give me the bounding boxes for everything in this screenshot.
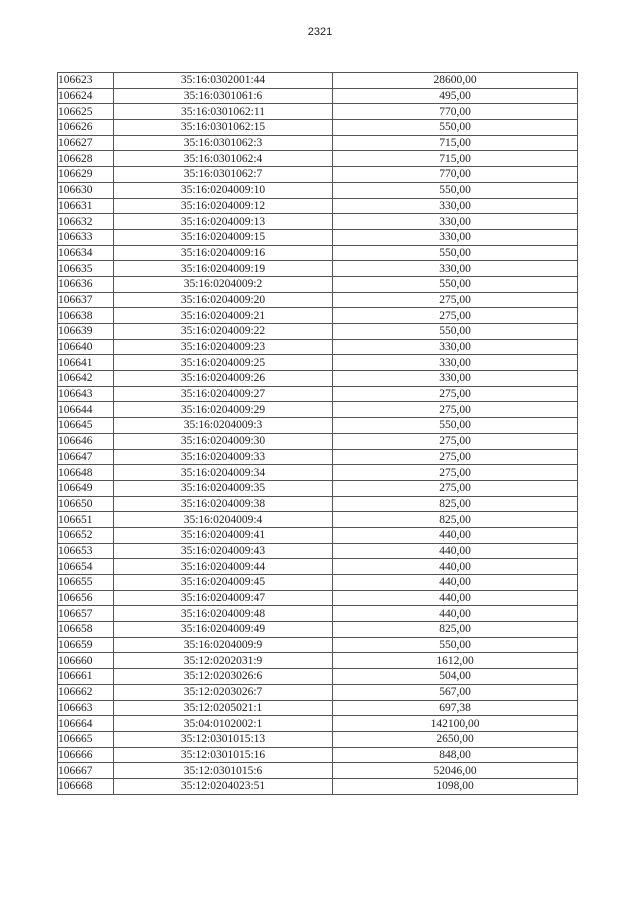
row-id-cell: 106651 [58,512,114,528]
table-row [58,135,578,151]
row-id-cell: 106633 [58,229,114,245]
cadastral-number-cell: 35:16:0301062:3 [114,135,333,151]
table-row [58,700,578,716]
table-row [58,669,578,685]
row-id-cell: 106657 [58,606,114,622]
cadastral-number-cell: 35:04:0102002:1 [114,716,333,732]
row-id-cell: 106660 [58,653,114,669]
table-row [58,527,578,543]
table-row [58,465,578,481]
row-id-cell: 106658 [58,622,114,638]
cadastral-number-cell: 35:16:0204009:9 [114,637,333,653]
page-number: 2321 [307,26,333,38]
row-id-cell: 106659 [58,637,114,653]
value-cell: 2650,00 [333,731,578,747]
row-id-cell: 106626 [58,120,114,136]
cadastral-number-cell: 35:16:0204009:48 [114,606,333,622]
row-id-cell: 106646 [58,433,114,449]
row-id-cell: 106666 [58,747,114,763]
cadastral-number-cell: 35:16:0204009:16 [114,245,333,261]
cadastral-number-cell: 35:16:0204009:12 [114,198,333,214]
table-row [58,229,578,245]
table-row [58,716,578,732]
table-row [58,339,578,355]
cadastral-number-cell: 35:16:0204009:15 [114,229,333,245]
table-row [58,543,578,559]
value-cell: 495,00 [333,88,578,104]
table-row [58,731,578,747]
cadastral-number-cell: 35:12:0203026:7 [114,684,333,700]
cadastral-number-cell: 35:16:0204009:30 [114,433,333,449]
value-cell: 330,00 [333,214,578,230]
cadastral-number-cell: 35:16:0204009:23 [114,339,333,355]
cadastral-number-cell: 35:16:0204009:25 [114,355,333,371]
table-row [58,449,578,465]
row-id-cell: 106639 [58,324,114,340]
cadastral-number-cell: 35:12:0301015:6 [114,763,333,779]
table-row [58,151,578,167]
cadastral-number-cell: 35:16:0204009:45 [114,575,333,591]
cadastral-number-cell: 35:16:0204009:49 [114,622,333,638]
table-row [58,198,578,214]
table-row [58,120,578,136]
cadastral-number-cell: 35:12:0204023:51 [114,778,333,794]
cadastral-number-cell: 35:16:0204009:21 [114,308,333,324]
cadastral-number-cell: 35:16:0204009:33 [114,449,333,465]
row-id-cell: 106630 [58,182,114,198]
value-cell: 275,00 [333,433,578,449]
value-cell: 550,00 [333,324,578,340]
row-id-cell: 106653 [58,543,114,559]
cadastral-number-cell: 35:12:0205021:1 [114,700,333,716]
value-cell: 504,00 [333,669,578,685]
cadastral-number-cell: 35:16:0204009:43 [114,543,333,559]
table-row [58,747,578,763]
cadastral-number-cell: 35:12:0301015:16 [114,747,333,763]
row-id-cell: 106650 [58,496,114,512]
row-id-cell: 106627 [58,135,114,151]
value-cell: 550,00 [333,120,578,136]
value-cell: 275,00 [333,449,578,465]
table-row [58,214,578,230]
table-row [58,371,578,387]
cadastral-number-cell: 35:16:0204009:44 [114,559,333,575]
table-row [58,245,578,261]
table-row [58,575,578,591]
value-cell: 825,00 [333,512,578,528]
cadastral-number-cell: 35:16:0301062:15 [114,120,333,136]
value-cell: 697,38 [333,700,578,716]
row-id-cell: 106645 [58,418,114,434]
cadastral-number-cell: 35:16:0204009:19 [114,261,333,277]
row-id-cell: 106648 [58,465,114,481]
table-row [58,276,578,292]
cadastral-number-cell: 35:16:0204009:26 [114,371,333,387]
table-body [58,73,578,795]
row-id-cell: 106665 [58,731,114,747]
value-cell: 275,00 [333,308,578,324]
value-cell: 770,00 [333,167,578,183]
table-row [58,512,578,528]
table-row [58,480,578,496]
value-cell: 770,00 [333,104,578,120]
row-id-cell: 106634 [58,245,114,261]
cadastral-number-cell: 35:16:0204009:2 [114,276,333,292]
row-id-cell: 106628 [58,151,114,167]
table-row [58,88,578,104]
cadastral-number-cell: 35:16:0204009:38 [114,496,333,512]
value-cell: 275,00 [333,465,578,481]
cadastral-number-cell: 35:16:0301062:7 [114,167,333,183]
cadastral-number-cell: 35:16:0301062:4 [114,151,333,167]
row-id-cell: 106640 [58,339,114,355]
table-row [58,653,578,669]
row-id-cell: 106649 [58,480,114,496]
cadastral-number-cell: 35:16:0204009:13 [114,214,333,230]
cadastral-number-cell: 35:16:0204009:3 [114,418,333,434]
table-row [58,778,578,794]
row-id-cell: 106623 [58,73,114,89]
table-row [58,433,578,449]
row-id-cell: 106636 [58,276,114,292]
cadastral-number-cell: 35:16:0204009:22 [114,324,333,340]
row-id-cell: 106624 [58,88,114,104]
row-id-cell: 106667 [58,763,114,779]
cadastral-number-cell: 35:16:0204009:41 [114,527,333,543]
cadastral-number-cell: 35:16:0204009:47 [114,590,333,606]
row-id-cell: 106661 [58,669,114,685]
table-row [58,622,578,638]
value-cell: 440,00 [333,590,578,606]
cadastral-number-cell: 35:16:0204009:34 [114,465,333,481]
value-cell: 440,00 [333,527,578,543]
cadastral-number-cell: 35:12:0301015:13 [114,731,333,747]
row-id-cell: 106641 [58,355,114,371]
cadastral-number-cell: 35:16:0204009:29 [114,402,333,418]
value-cell: 275,00 [333,386,578,402]
cadastral-number-cell: 35:12:0202031:9 [114,653,333,669]
row-id-cell: 106652 [58,527,114,543]
value-cell: 142100,00 [333,716,578,732]
table-row [58,637,578,653]
row-id-cell: 106654 [58,559,114,575]
value-cell: 330,00 [333,198,578,214]
value-cell: 52046,00 [333,763,578,779]
table-row [58,590,578,606]
value-cell: 715,00 [333,135,578,151]
value-cell: 28600,00 [333,73,578,89]
cadastral-number-cell: 35:12:0203026:6 [114,669,333,685]
value-cell: 715,00 [333,151,578,167]
table-row [58,324,578,340]
row-id-cell: 106664 [58,716,114,732]
value-cell: 440,00 [333,543,578,559]
table-row [58,261,578,277]
row-id-cell: 106637 [58,292,114,308]
value-cell: 330,00 [333,261,578,277]
cadastral-number-cell: 35:16:0302001:44 [114,73,333,89]
value-cell: 1098,00 [333,778,578,794]
table-row [58,606,578,622]
row-id-cell: 106643 [58,386,114,402]
table-row [58,684,578,700]
value-cell: 440,00 [333,606,578,622]
table-row [58,355,578,371]
value-cell: 275,00 [333,480,578,496]
row-id-cell: 106644 [58,402,114,418]
table-row [58,104,578,120]
value-cell: 550,00 [333,637,578,653]
cadastral-number-cell: 35:16:0204009:10 [114,182,333,198]
value-cell: 440,00 [333,559,578,575]
cadastral-number-cell: 35:16:0301061:6 [114,88,333,104]
value-cell: 550,00 [333,182,578,198]
value-cell: 275,00 [333,402,578,418]
table-row [58,418,578,434]
table-row [58,496,578,512]
table-row [58,402,578,418]
table-row [58,182,578,198]
cadastral-number-cell: 35:16:0301062:11 [114,104,333,120]
row-id-cell: 106632 [58,214,114,230]
row-id-cell: 106655 [58,575,114,591]
row-id-cell: 106647 [58,449,114,465]
row-id-cell: 106663 [58,700,114,716]
table-row [58,167,578,183]
row-id-cell: 106656 [58,590,114,606]
value-cell: 330,00 [333,339,578,355]
row-id-cell: 106625 [58,104,114,120]
table-row [58,308,578,324]
cadastral-number-cell: 35:16:0204009:20 [114,292,333,308]
value-cell: 550,00 [333,418,578,434]
value-cell: 330,00 [333,371,578,387]
value-cell: 567,00 [333,684,578,700]
value-cell: 550,00 [333,276,578,292]
value-cell: 330,00 [333,229,578,245]
cadastral-number-cell: 35:16:0204009:27 [114,386,333,402]
table-row [58,292,578,308]
row-id-cell: 106662 [58,684,114,700]
value-cell: 330,00 [333,355,578,371]
cadastral-value-table [57,72,578,795]
table-row [58,559,578,575]
value-cell: 825,00 [333,496,578,512]
row-id-cell: 106629 [58,167,114,183]
row-id-cell: 106668 [58,778,114,794]
table-row [58,386,578,402]
value-cell: 275,00 [333,292,578,308]
value-cell: 550,00 [333,245,578,261]
value-cell: 440,00 [333,575,578,591]
row-id-cell: 106642 [58,371,114,387]
table-row [58,73,578,89]
table-row [58,763,578,779]
value-cell: 848,00 [333,747,578,763]
row-id-cell: 106638 [58,308,114,324]
value-cell: 825,00 [333,622,578,638]
value-cell: 1612,00 [333,653,578,669]
row-id-cell: 106635 [58,261,114,277]
cadastral-number-cell: 35:16:0204009:4 [114,512,333,528]
row-id-cell: 106631 [58,198,114,214]
cadastral-number-cell: 35:16:0204009:35 [114,480,333,496]
